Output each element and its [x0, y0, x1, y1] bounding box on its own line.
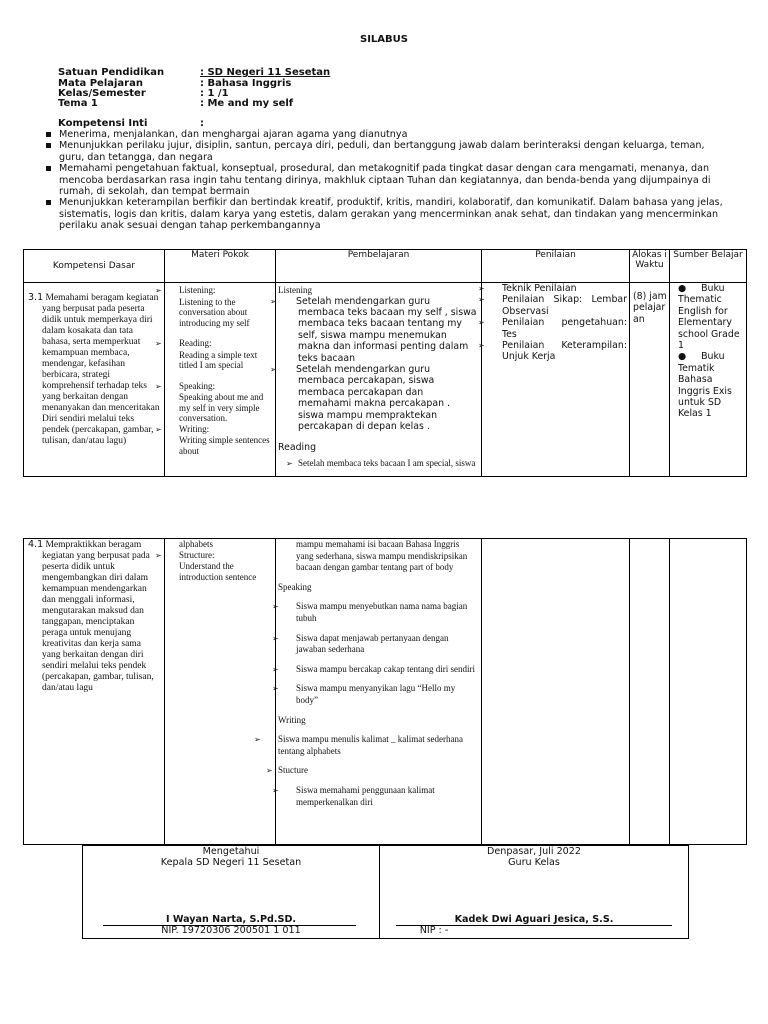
arrow-bullet-icon: ➢ — [155, 550, 162, 560]
identity-value: : Me and my self — [200, 98, 294, 109]
kompetensi-inti-heading: Kompetensi Inti — [58, 118, 148, 129]
pembelajaran-heading: Reading — [278, 442, 317, 454]
signature-right-line2: Guru Kelas — [508, 857, 560, 868]
penilaian-cell — [482, 539, 630, 845]
identity-value: : 1 /1 — [200, 88, 229, 99]
identity-value: : Bahasa Inggris — [200, 78, 292, 89]
arrow-bullet-icon: ➢ — [286, 458, 293, 468]
syllabus-table — [23, 249, 747, 477]
table-row — [24, 539, 747, 845]
pembelajaran-heading: Writing — [278, 714, 306, 725]
square-bullet-icon — [46, 132, 51, 137]
signature-right-line1: Denpasar, Juli 2022 — [487, 846, 581, 857]
penilaian-cell: ➢ Teknik Penilaian ➢ Penilaian Sikap: Lembar Observasi ➢ Penilaian pengetahuan: Tes ➢ Penilaian Keterampilan: Unjuk Kerja — [482, 283, 630, 477]
identity-value: : SD Negeri 11 Sesetan — [200, 67, 331, 78]
identity-label: Mata Pelajaran — [58, 78, 143, 89]
arrow-bullet-icon: ➢ — [155, 339, 162, 348]
materi-cell: alphabets ➢ Structure: Understand the introduction sentence — [165, 539, 276, 845]
header-materi-pokok: Materi Pokok — [165, 250, 276, 283]
teacher-nip: NIP : - — [419, 925, 449, 936]
circle-bullet-icon: ● — [678, 283, 687, 294]
kd-text: Memahami beragam kegiatan yang berpusat pada peserta didik untuk memperkaya diri dalam kosakata dan tata bahasa, serta memperkuat kemampuan membaca, mendengar, kefasihan berbicara, strategi komprehensif terhadap teks yang berkaitan dengan menanyakan dan menceritakan Diri sendiri melalui teks pendek (percakapan, gambar, tulisan, dan/atau lagu) — [42, 293, 160, 446]
square-bullet-icon — [46, 143, 51, 148]
signature-block — [82, 845, 689, 939]
arrow-bullet-icon: ➢ — [478, 341, 485, 351]
header-sumber-belajar: Sumber Belajar — [670, 250, 747, 283]
kd-cell: 4.1 Mempraktikkan beragam kegiatan yang berpusat pada peserta didik untuk mengembangkan diri dalam kemampuan mendengarkan dan menggali informasi, mengutarakan maksud dan tanggapan, menciptakan peraga untuk menujang kreativitas dan kerja sama yang berkaitan dengan diri sendiri melalui teks pendek (percakapan, gambar, tulisan, dan/atau lagu — [24, 539, 165, 845]
square-bullet-icon — [46, 200, 51, 205]
square-bullet-icon — [46, 166, 51, 171]
kompetensi-inti-item: Menunjukkan keterampilan berfikir dan bertindak kreatif, produktif, kritis, mandiri, kolaboratif, dan komunikatif. Dalam bahasa yang jelas, sistematis, logis dan kritis, dalam karya yang estetis, dalam gerakan yang mencerminkan anak sehat, dan tindakan yang mencerminkan perilaku anak sesuai dengan tahap perkembangannya — [44, 197, 724, 231]
sumber-cell: ● Buku Thematic English for Elementary school Grade 1 ● Buku Tematik Bahasa Inggris Exis untuk SD Kelas 1 — [670, 283, 747, 477]
kompetensi-inti-item: Menerima, menjalankan, dan menghargai ajaran agama yang dianutnya — [44, 129, 724, 140]
header-pembelajaran: Pembelajaran — [276, 250, 482, 283]
arrow-bullet-icon: ➢ — [155, 286, 162, 295]
teacher-name: Kadek Dwi Aguari Jesica, S.S. — [454, 914, 614, 925]
alokasi-cell: (8) jam pelajar an — [630, 283, 670, 477]
identity-label: Kelas/Semester — [58, 88, 146, 99]
arrow-bullet-icon: ➢ — [272, 664, 279, 674]
arrow-bullet-icon: ➢ — [270, 296, 277, 306]
header-penilaian: Penilaian — [482, 250, 630, 283]
signature-right — [380, 846, 688, 938]
kd-cell: 3.1 Memahami beragam kegiatan yang berpusat pada peserta didik untuk memperkaya diri dalam kosakata dan tata bahasa, serta memperkuat kemampuan membaca, mendengar, kefasihan berbicara, strategi komprehensif terhadap teks yang berkaitan dengan menanyakan dan menceritakan Diri sendiri melalui teks pendek (percakapan, gambar, tulisan, dan/atau lagu) — [24, 283, 165, 477]
header-kompetensi-dasar: Kompetensi Dasar — [24, 250, 165, 283]
signature-left-line1: Mengetahui — [202, 846, 260, 857]
arrow-bullet-icon: ➢ — [272, 785, 279, 795]
arrow-bullet-icon: ➢ — [478, 318, 485, 328]
sumber-cell — [670, 539, 747, 845]
kd-text: Mempraktikkan beragam kegiatan yang berpusat pada peserta didik untuk mengembangkan diri dalam kemampuan mendengarkan dan menggali informasi, mengutarakan maksud dan tanggapan, menciptakan peraga untuk menujang kreativitas dan kerja sama yang berkaitan dengan diri sendiri melalui teks pendek (percakapan, gambar, tulisan, dan/atau lagu — [42, 540, 154, 693]
kompetensi-inti-list — [44, 129, 724, 232]
kompetensi-inti-item: Memahami pengetahuan faktual, konseptual, prosedural, dan metakognitif pada tingkat dasar dengan cara mengamati, menanya, dan mencoba berdasarkan rasa ingin tahu tentang dirinya, makhluk ciptaan Tuhan dan kegiatannya, dan benda-benda yang dijumpainya di rumah, di sekolah, dan tempat bermain — [44, 163, 724, 197]
circle-bullet-icon: ● — [678, 351, 687, 363]
identity-label: Tema 1 — [58, 98, 98, 109]
principal-name: I Wayan Narta, S.Pd.SD. — [165, 914, 297, 925]
pembelajaran-heading: Listening — [278, 285, 312, 295]
syllabus-table-continued — [23, 538, 747, 845]
arrow-bullet-icon: ➢ — [272, 633, 279, 643]
arrow-bullet-icon: ➢ — [270, 364, 277, 374]
arrow-bullet-icon: ➢ — [478, 295, 485, 305]
header-alokasi-waktu: Alokas i Waktu — [630, 250, 670, 283]
table-row — [24, 283, 747, 477]
kompetensi-inti-colon: : — [200, 118, 204, 129]
arrow-bullet-icon: ➢ — [272, 602, 279, 612]
arrow-bullet-icon: ➢ — [266, 766, 273, 776]
arrow-bullet-icon: ➢ — [155, 424, 162, 434]
materi-cell: ➢ Listening: Listening to the conversation about introducing my self ➢ Reading: Reading a simple text titled I am special ➢ Speaking: Speaking about me and my self in very simple conversation. ➢ Writing: Writing simple sentences about — [165, 283, 276, 477]
arrow-bullet-icon: ➢ — [272, 684, 279, 694]
identity-label: Satuan Pendidikan — [58, 67, 165, 78]
arrow-bullet-icon: ➢ — [155, 381, 162, 391]
document-title: SILABUS — [360, 34, 408, 45]
pembelajaran-heading: Speaking — [278, 581, 312, 592]
signature-left-line2: Kepala SD Negeri 11 Sesetan — [160, 857, 302, 868]
arrow-bullet-icon: ➢ — [478, 284, 485, 293]
arrow-bullet-icon: ➢ — [254, 735, 261, 745]
table-header-row — [24, 250, 747, 283]
alokasi-cell — [630, 539, 670, 845]
pembelajaran-cell: mampu memahami isi bacaan Bahasa Inggris yang sederhana, siswa mampu mendiskripsikan bacaan dengan gambar tentang part of body Speaking ➢ Siswa mampu menyebutkan nama nama bagian tubuh ➢ Siswa dapat menjawab pertanyaan dengan jawaban sederhana ➢ Siswa mampu bercakap cakap tentang diri sendiri ➢ Siswa mampu menyanyikan lagu “Hello my body” Writing ➢ Siswa mampu menulis kalimat _ kalimat sederhana tentang alphabets ➢ Stucture ➢ Siswa memahami penggunaan kalimat memperkenalkan diri — [276, 539, 482, 845]
kompetensi-inti-item: Menunjukkan perilaku jujur, disiplin, santun, percaya diri, peduli, dan bertanggung jawab dalam berinteraksi dengan keluarga, teman, guru, dan tetangga, dan negara — [44, 140, 724, 163]
pembelajaran-cell: Listening ➢ Setelah mendengarkan guru membaca teks bacaan my self , siswa membaca teks bacaan tentang my self, siswa mampu menemukan makna dan informasi penting dalam teks bacaan ➢ Setelah mendengarkan guru membaca percakapan, siswa membaca percakapan dan memahami makna percakapan . siswa mampu mempraktekan percakapan di depan kelas . Reading ➢ Setelah membaca teks bacaan I am special, siswa — [276, 283, 482, 477]
principal-nip: NIP. 19720306 200501 1 011 — [161, 925, 301, 936]
